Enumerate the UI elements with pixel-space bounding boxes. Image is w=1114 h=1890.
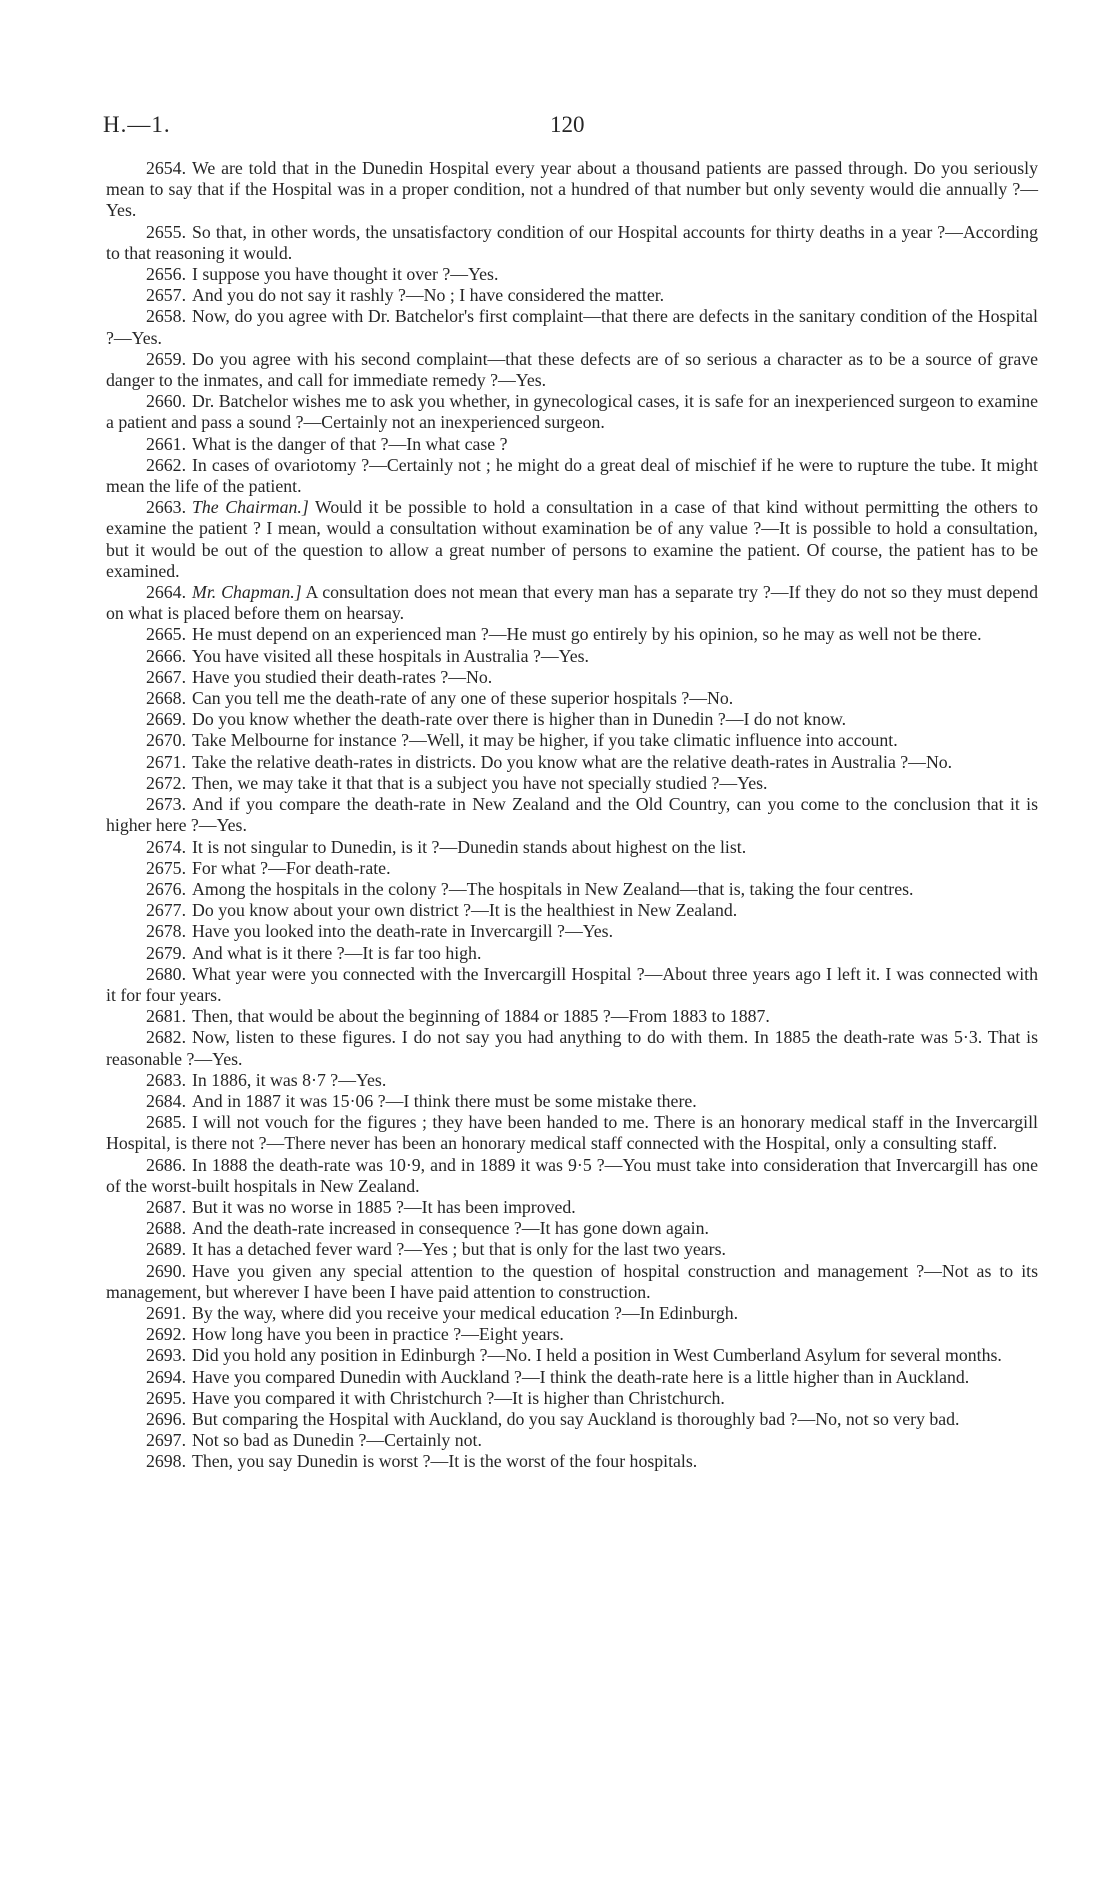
question-text: Have you looked into the death-rate in Invercargill ?—Yes. <box>192 921 614 942</box>
question-paragraph <box>106 1409 1038 1430</box>
question-paragraph <box>106 624 1038 645</box>
page-header <box>103 112 1040 152</box>
question-number: 2692. <box>146 1324 187 1345</box>
question-text: Do you know about your own district ?—It is the healthiest in New Zealand. <box>192 900 738 921</box>
question-number: 2683. <box>146 1069 187 1090</box>
question-number: 2695. <box>146 1387 187 1408</box>
question-paragraph <box>106 1324 1038 1345</box>
question-number: 2664. <box>146 582 187 603</box>
question-paragraph <box>106 858 1038 879</box>
question-paragraph <box>106 1239 1038 1260</box>
question-paragraph <box>106 964 1038 1006</box>
question-number: 2679. <box>146 942 187 963</box>
question-text: But it was no worse in 1885 ?—It has been improved. <box>192 1196 576 1217</box>
question-number: 2693. <box>146 1345 187 1366</box>
question-number: 2694. <box>146 1366 187 1387</box>
question-number: 2671. <box>146 751 187 772</box>
question-text: So that, in other words, the unsatisfactory condition of our Hospital accounts for thirty deaths in a year ?—According to that reasoning it would. <box>106 221 1038 263</box>
question-number: 2658. <box>146 306 187 327</box>
question-number: 2685. <box>146 1112 187 1133</box>
question-paragraph <box>106 455 1038 497</box>
question-text: He must depend on an experienced man ?—He must go entirely by his opinion, so he may as well not be there. <box>192 624 982 645</box>
question-paragraph <box>106 1155 1038 1197</box>
question-text: In cases of ovariotomy ?—Certainly not ; he might do a great deal of mischief if he were to rupture the tube. It might mean the life of the patient. <box>106 454 1038 497</box>
question-text: I will not vouch for the figures ; they have been handed to me. There is an honorary medical staff in the Invercargill Hospital, is there not ?—There never has been an honorary medical staff connected with the Hospital, only a consulting staff. <box>106 1112 1038 1154</box>
question-text: A consultation does not mean that every man has a separate try ?—If they do not so they must depend on what is placed before them on hearsay. <box>106 582 1038 624</box>
question-text: Take the relative death-rates in districts. Do you know what are the relative death-rates in Australia ?—No. <box>192 751 953 772</box>
question-number: 2659. <box>146 348 187 369</box>
question-text: Take Melbourne for instance ?—Well, it may be higher, if you take climatic influence into account. <box>192 730 898 751</box>
question-text: What year were you connected with the Invercargill Hospital ?—About three years ago I left it. I was connected with it for four years. <box>106 963 1038 1005</box>
question-text: What is the danger of that ?—In what case ? <box>192 433 508 454</box>
question-paragraph <box>106 900 1038 921</box>
question-number: 2666. <box>146 645 187 666</box>
question-text: Dr. Batchelor wishes me to ask you whether, in gynecological cases, it is safe for an inexperienced surgeon to examine a patient and pass a sound ?—Certainly not an inexperienced surgeon. <box>106 391 1038 433</box>
question-paragraph <box>106 1027 1038 1069</box>
question-number: 2660. <box>146 391 187 412</box>
question-number: 2661. <box>146 433 187 454</box>
question-paragraph <box>106 1367 1038 1388</box>
question-paragraph <box>106 709 1038 730</box>
question-paragraph <box>106 667 1038 688</box>
question-number: 2690. <box>146 1260 187 1281</box>
question-text: How long have you been in practice ?—Eight years. <box>192 1324 564 1345</box>
question-number: 2673. <box>146 794 187 815</box>
question-text: Have you compared it with Christchurch ?—It is higher than Christchurch. <box>192 1387 725 1408</box>
question-number: 2672. <box>146 772 187 793</box>
question-text: I suppose you have thought it over ?—Yes. <box>192 264 499 285</box>
question-number: 2668. <box>146 688 187 709</box>
speaker-label: The Chairman.] <box>192 497 309 518</box>
question-number: 2674. <box>146 836 187 857</box>
question-text: Did you hold any position in Edinburgh ?—No. I held a position in West Cumberland Asylum for several months. <box>192 1345 1002 1366</box>
question-number: 2680. <box>146 963 187 984</box>
question-paragraph <box>106 1112 1038 1154</box>
question-paragraph <box>106 773 1038 794</box>
question-number: 2665. <box>146 624 187 645</box>
question-paragraph <box>106 688 1038 709</box>
question-number: 2697. <box>146 1430 187 1451</box>
question-number: 2687. <box>146 1196 187 1217</box>
question-paragraph <box>106 1430 1038 1451</box>
question-paragraph <box>106 434 1038 455</box>
question-number: 2686. <box>146 1154 187 1175</box>
question-number: 2669. <box>146 709 187 730</box>
question-number: 2698. <box>146 1451 187 1472</box>
question-paragraph <box>106 646 1038 667</box>
question-paragraph <box>106 879 1038 900</box>
question-text: Among the hospitals in the colony ?—The hospitals in New Zealand—that is, taking the four centres. <box>192 878 914 899</box>
question-text: Have you studied their death-rates ?—No. <box>192 666 493 687</box>
question-text: Have you compared Dunedin with Auckland ?—I think the death-rate here is a little higher than in Auckland. <box>192 1366 970 1387</box>
question-number: 2696. <box>146 1408 187 1429</box>
question-number: 2662. <box>146 454 187 475</box>
evidence-text <box>106 158 1038 1473</box>
question-number: 2678. <box>146 921 187 942</box>
question-text: Do you know whether the death-rate over there is higher than in Dunedin ?—I do not know. <box>192 709 847 730</box>
question-number: 2689. <box>146 1239 187 1260</box>
question-text: You have visited all these hospitals in Australia ?—Yes. <box>192 645 589 666</box>
question-text: Do you agree with his second complaint—that these defects are of so serious a character as to be a source of grave danger to the inmates, and call for immediate remedy ?—Yes. <box>106 348 1038 391</box>
question-text: Not so bad as Dunedin ?—Certainly not. <box>192 1430 482 1451</box>
question-paragraph <box>106 1218 1038 1239</box>
question-paragraph <box>106 285 1038 306</box>
question-paragraph <box>106 730 1038 751</box>
question-number: 2691. <box>146 1302 187 1323</box>
question-paragraph <box>106 582 1038 624</box>
question-paragraph <box>106 1091 1038 1112</box>
question-paragraph <box>106 943 1038 964</box>
question-paragraph <box>106 306 1038 348</box>
question-text: But comparing the Hospital with Auckland, do you say Auckland is thoroughly bad ?—No, not so very bad. <box>192 1408 960 1429</box>
question-paragraph <box>106 837 1038 858</box>
question-paragraph <box>106 1070 1038 1091</box>
question-number: 2670. <box>146 730 187 751</box>
question-paragraph <box>106 1345 1038 1366</box>
question-number: 2675. <box>146 857 187 878</box>
question-paragraph <box>106 1197 1038 1218</box>
question-text: It is not singular to Dunedin, is it ?—Dunedin stands about highest on the list. <box>192 836 747 857</box>
question-text: And the death-rate increased in consequence ?—It has gone down again. <box>192 1218 709 1239</box>
question-text: We are told that in the Dunedin Hospital every year about a thousand patients are passed through. Do you seriously mean to say that if the Hospital was in a proper condition, not a hundred of that number but only seventy would die annually ?—Yes. <box>106 158 1038 221</box>
question-number: 2667. <box>146 666 187 687</box>
question-paragraph <box>106 264 1038 285</box>
document-reference: H.—1. <box>103 112 171 137</box>
question-number: 2657. <box>146 285 187 306</box>
question-text: In 1886, it was 8·7 ?—Yes. <box>192 1069 387 1090</box>
question-number: 2663. <box>146 497 187 518</box>
question-paragraph <box>106 1303 1038 1324</box>
question-paragraph <box>106 222 1038 264</box>
question-text: Now, do you agree with Dr. Batchelor's first complaint—that there are defects in the sanitary condition of the Hospital ?—Yes. <box>106 306 1038 348</box>
question-text: And you do not say it rashly ?—No ; I have considered the matter. <box>192 285 665 306</box>
question-text: Can you tell me the death-rate of any one of these superior hospitals ?—No. <box>192 688 734 709</box>
question-paragraph <box>106 1261 1038 1303</box>
question-paragraph <box>106 497 1038 582</box>
question-text: Now, listen to these figures. I do not say you had anything to do with them. In 1885 the death-rate was 5·3. That is reasonable ?—Yes. <box>106 1027 1038 1069</box>
question-text: Then, you say Dunedin is worst ?—It is the worst of the four hospitals. <box>192 1451 698 1472</box>
question-text: And if you compare the death-rate in New Zealand and the Old Country, can you come to the conclusion that it is higher here ?—Yes. <box>106 794 1038 836</box>
question-paragraph <box>106 349 1038 391</box>
question-text: For what ?—For death-rate. <box>192 857 391 878</box>
question-paragraph <box>106 1006 1038 1027</box>
speaker-label: Mr. Chapman.] <box>192 582 302 603</box>
question-paragraph <box>106 794 1038 836</box>
question-paragraph <box>106 391 1038 433</box>
question-paragraph <box>106 1388 1038 1409</box>
question-paragraph <box>106 752 1038 773</box>
question-number: 2677. <box>146 900 187 921</box>
question-text: Would it be possible to hold a consultation in a case of that kind without permitting the others to examine the patient ? I mean, would a consultation without examination be of any value ?—It is possible to hold a consultation, but it would be out of the question to allow a great number of persons to examine the patient. Of course, the patient has to be examined. <box>106 497 1039 581</box>
question-number: 2654. <box>146 158 187 178</box>
question-number: 2656. <box>146 264 187 285</box>
question-text: Have you given any special attention to the question of hospital construction and management ?—Not as to its management, but wherever I have been I have paid attention to construction. <box>106 1260 1038 1302</box>
question-number: 2676. <box>146 878 187 899</box>
question-text: Then, we may take it that that is a subject you have not specially studied ?—Yes. <box>192 772 768 793</box>
question-paragraph <box>106 1451 1038 1472</box>
question-text: And in 1887 it was 15·06 ?—I think there must be some mistake there. <box>192 1090 697 1111</box>
question-number: 2688. <box>146 1218 187 1239</box>
question-number: 2682. <box>146 1027 187 1048</box>
question-text: By the way, where did you receive your medical education ?—In Edinburgh. <box>192 1302 739 1323</box>
question-number: 2655. <box>146 221 187 242</box>
question-paragraph <box>106 158 1038 222</box>
question-text: In 1888 the death-rate was 10·9, and in 1889 it was 9·5 ?—You must take into consideration that Invercargill has one of the worst-built hospitals in New Zealand. <box>106 1154 1038 1196</box>
question-paragraph <box>106 921 1038 942</box>
question-text: And what is it there ?—It is far too high. <box>192 942 482 963</box>
page-number: 120 <box>550 112 585 137</box>
question-number: 2681. <box>146 1006 187 1027</box>
question-text: Then, that would be about the beginning of 1884 or 1885 ?—From 1883 to 1887. <box>192 1006 770 1027</box>
question-number: 2684. <box>146 1090 187 1111</box>
question-text: It has a detached fever ward ?—Yes ; but that is only for the last two years. <box>192 1239 726 1260</box>
